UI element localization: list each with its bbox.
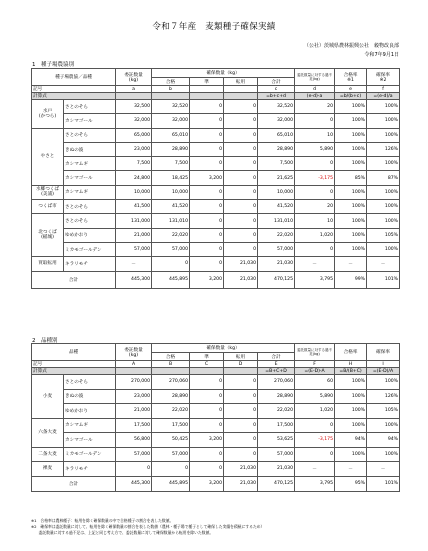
quasi-cell: 0: [190, 200, 224, 214]
plan-cell: 65,000: [116, 128, 152, 142]
transfer-cell: 0: [224, 447, 258, 462]
diff-cell: －: [295, 257, 335, 271]
pass-cell: 7,500: [152, 157, 190, 171]
pass-cell: 65,010: [152, 128, 190, 142]
symbol-cell: E: [258, 361, 295, 368]
quasi-cell: 0: [190, 242, 224, 256]
table-row: [32, 375, 400, 390]
table-row: [32, 404, 400, 419]
plan-cell: 131,000: [116, 214, 152, 228]
securerate-cell: 126%: [367, 389, 400, 404]
header-passrate-label: 合格率: [343, 72, 358, 78]
securerate-cell: 101%: [367, 476, 400, 491]
total-label: 合計: [32, 476, 116, 491]
passrate-cell: 100%: [335, 128, 367, 142]
total-cell: 7,500: [258, 157, 295, 171]
formula-cell: =b/(b+c): [335, 93, 367, 100]
formula-cell: [224, 93, 258, 100]
pass-cell: 18,425: [152, 171, 190, 185]
securerate-cell: －: [367, 462, 400, 477]
kind-cell: 六条大麦: [32, 418, 64, 447]
total-cell: 17,500: [258, 418, 295, 433]
organization: （公社）茨城県農林振興公社 穀物改良部: [303, 43, 399, 49]
header-plan: [116, 69, 152, 86]
formula-label: 計算式: [32, 93, 116, 100]
symbol-cell: C: [190, 361, 224, 368]
table-row: [32, 157, 400, 171]
symbol-cell: I: [367, 361, 400, 368]
passrate-cell: 100%: [335, 142, 367, 156]
section1-heading: 1 種子場農協別: [32, 62, 74, 68]
plan-cell: 17,500: [116, 418, 152, 433]
symbol-label: 記号: [32, 361, 116, 368]
plan-cell: 21,000: [116, 228, 152, 242]
variety-cell: ゆめかおり: [64, 404, 116, 419]
diff-cell: 0: [295, 418, 335, 433]
plan-cell: 32,000: [116, 114, 152, 128]
symbol-cell: a: [116, 86, 152, 93]
formula-cell: =b+c+d: [258, 93, 295, 100]
table-row: [32, 447, 400, 462]
diff-cell: 3,795: [295, 476, 335, 491]
header-securerate: [367, 69, 400, 86]
total-cell: 41,520: [258, 200, 295, 214]
diff-cell: 3,795: [295, 271, 335, 288]
variety-cell: カシマムギ: [64, 418, 116, 433]
header-plan-label: 委託数量: [124, 347, 143, 353]
variety-cell: ミカモゴールデン: [64, 447, 116, 462]
place-cell: 水戸 (かつら): [32, 100, 64, 129]
formula-row: [32, 368, 400, 375]
header-passrate-note: ※1: [347, 77, 354, 83]
total-cell: 270,060: [258, 375, 295, 390]
securerate-cell: 105%: [367, 228, 400, 242]
table-row: [32, 462, 400, 477]
formula-cell: [190, 368, 224, 375]
transfer-cell: 0: [224, 404, 258, 419]
table-row: [32, 114, 400, 128]
plan-cell: 24,800: [116, 171, 152, 185]
plan-cell: 57,000: [116, 447, 152, 462]
formula-cell: =(E-D)/A: [367, 368, 400, 375]
variety-cell: さとのそら: [64, 375, 116, 390]
quasi-cell: 0: [190, 100, 224, 114]
total-row: [32, 271, 400, 288]
quasi-cell: 3,200: [190, 476, 224, 491]
diff-cell: 1,020: [295, 228, 335, 242]
header-plan: [116, 344, 152, 361]
symbol-cell: f: [367, 86, 400, 93]
quasi-cell: 0: [190, 389, 224, 404]
transfer-cell: 0: [224, 228, 258, 242]
pass-cell: 28,890: [152, 142, 190, 156]
header-plan-unit: (kg): [128, 77, 139, 83]
total-label: 合計: [32, 271, 116, 288]
transfer-cell: 0: [224, 185, 258, 199]
pass-cell: 57,000: [152, 447, 190, 462]
table-row: [32, 171, 400, 185]
variety-cell: ゆめかおり: [64, 228, 116, 242]
quasi-cell: 0: [190, 257, 224, 271]
header-passrate: [335, 69, 367, 86]
formula-cell: [116, 93, 152, 100]
header-securerate: 確保率: [367, 344, 400, 361]
kind-cell: 小麦: [32, 375, 64, 419]
transfer-cell: 0: [224, 433, 258, 448]
variety-cell: きぬの波: [64, 389, 116, 404]
securerate-cell: 105%: [367, 404, 400, 419]
footnote: 委託数量に対する過不足は、上記と同じ考え方で、委託数量に対して確保数量から転用を除いた数値。: [31, 530, 214, 535]
plan-cell: 270,000: [116, 375, 152, 390]
table-by-seed-farm: [31, 68, 400, 289]
quasi-cell: 0: [190, 128, 224, 142]
symbol-cell: [224, 86, 258, 93]
passrate-cell: －: [335, 257, 367, 271]
transfer-cell: 0: [224, 418, 258, 433]
table-row: [32, 142, 400, 156]
quasi-cell: 0: [190, 462, 224, 477]
formula-cell: =B/(B+C): [335, 368, 367, 375]
diff-cell: 1,020: [295, 404, 335, 419]
kind-cell: 裸麦: [32, 462, 64, 477]
header-transfer: 転用: [224, 353, 258, 361]
transfer-cell: 21,030: [224, 257, 258, 271]
total-cell: 32,000: [258, 114, 295, 128]
pass-cell: 28,890: [152, 389, 190, 404]
pass-cell: 0: [152, 462, 190, 477]
formula-cell: [190, 93, 224, 100]
total-cell: 22,020: [258, 228, 295, 242]
header-total: 合計: [258, 353, 295, 361]
variety-cell: さとのそら: [64, 214, 116, 228]
table-row: [32, 242, 400, 256]
variety-cell: カシマゴール: [64, 114, 116, 128]
variety-cell: カシマムギ: [64, 157, 116, 171]
variety-cell: キラリモチ: [64, 462, 116, 477]
securerate-cell: －: [367, 257, 400, 271]
securerate-cell: 100%: [367, 418, 400, 433]
quasi-cell: 3,200: [190, 171, 224, 185]
symbol-row: [32, 86, 400, 93]
passrate-cell: 100%: [335, 100, 367, 114]
header-transfer: 転用: [224, 78, 258, 86]
table-row: [32, 228, 400, 242]
diff-cell: 60: [295, 375, 335, 390]
quasi-cell: 3,200: [190, 433, 224, 448]
table-row: [32, 185, 400, 199]
passrate-cell: 100%: [335, 157, 367, 171]
diff-cell: -3,175: [295, 433, 335, 448]
securerate-cell: 100%: [367, 128, 400, 142]
formula-cell: (e-d)-a: [295, 93, 335, 100]
pass-cell: 10,000: [152, 185, 190, 199]
securerate-cell: 100%: [367, 214, 400, 228]
plan-cell: 32,500: [116, 100, 152, 114]
quasi-cell: 0: [190, 157, 224, 171]
total-cell: 22,020: [258, 404, 295, 419]
passrate-cell: 100%: [335, 389, 367, 404]
plan-cell: 7,500: [116, 157, 152, 171]
diff-cell: 0: [295, 114, 335, 128]
total-cell: 21,625: [258, 171, 295, 185]
place-cell: 水郷つくば (美浦): [32, 185, 64, 199]
passrate-cell: 94%: [335, 433, 367, 448]
header-passrate: 合格率: [335, 344, 367, 361]
symbol-cell: b: [152, 86, 190, 93]
securerate-cell: 87%: [367, 171, 400, 185]
securerate-cell: 100%: [367, 375, 400, 390]
plan-cell: 445,300: [116, 476, 152, 491]
symbol-row: [32, 361, 400, 368]
passrate-cell: 100%: [335, 242, 367, 256]
header-secured: 確保数量（kg）: [152, 344, 295, 353]
kind-cell: 二条大麦: [32, 447, 64, 462]
symbol-cell: A: [116, 361, 152, 368]
quasi-cell: 3,200: [190, 271, 224, 288]
diff-cell: 0: [295, 447, 335, 462]
pass-cell: 0: [152, 257, 190, 271]
pass-cell: 270,060: [152, 375, 190, 390]
passrate-cell: 100%: [335, 200, 367, 214]
total-cell: 21,030: [258, 257, 295, 271]
total-cell: 10,000: [258, 185, 295, 199]
securerate-cell: 126%: [367, 142, 400, 156]
total-row: [32, 476, 400, 491]
quasi-cell: 0: [190, 114, 224, 128]
transfer-cell: 0: [224, 157, 258, 171]
pass-cell: 445,895: [152, 271, 190, 288]
place-cell: やさと: [32, 128, 64, 185]
pass-cell: 131,010: [152, 214, 190, 228]
plan-cell: 10,000: [116, 185, 152, 199]
securerate-cell: 100%: [367, 185, 400, 199]
plan-cell: 56,800: [116, 433, 152, 448]
formula-cell: [152, 368, 190, 375]
variety-cell: さとのそら: [64, 100, 116, 114]
pass-cell: 41,520: [152, 200, 190, 214]
total-cell: 28,890: [258, 389, 295, 404]
header-diff: 委託数量に対する過不足(kg): [295, 344, 335, 361]
plan-cell: 57,000: [116, 242, 152, 256]
pass-cell: 445,895: [152, 476, 190, 491]
symbol-cell: c: [258, 86, 295, 93]
header-place-variety: 種子場農協／品種: [32, 69, 116, 86]
header-total: 合計: [258, 78, 295, 86]
formula-cell: [152, 93, 190, 100]
securerate-cell: 100%: [367, 447, 400, 462]
variety-cell: カシマゴール: [64, 433, 116, 448]
diff-cell: 10: [295, 214, 335, 228]
pass-cell: 22,020: [152, 228, 190, 242]
table-row: [32, 100, 400, 114]
transfer-cell: 0: [224, 389, 258, 404]
symbol-cell: H: [335, 361, 367, 368]
header-plan-label: 委託数量: [124, 72, 143, 78]
diff-cell: 5,890: [295, 142, 335, 156]
variety-cell: きぬの波: [64, 142, 116, 156]
quasi-cell: 0: [190, 418, 224, 433]
header-diff: 委託数量に対する過不足(kg): [295, 69, 335, 86]
header-quasi: 準: [190, 78, 224, 86]
securerate-cell: 94%: [367, 433, 400, 448]
total-cell: 65,010: [258, 128, 295, 142]
total-cell: 53,625: [258, 433, 295, 448]
header-quasi: 準: [190, 353, 224, 361]
header-secured: 確保数量（kg）: [152, 69, 295, 78]
passrate-cell: 100%: [335, 418, 367, 433]
diff-cell: 0: [295, 242, 335, 256]
total-cell: 57,000: [258, 447, 295, 462]
securerate-cell: 100%: [367, 242, 400, 256]
passrate-cell: 100%: [335, 114, 367, 128]
passrate-cell: 100%: [335, 447, 367, 462]
passrate-cell: 100%: [335, 404, 367, 419]
total-cell: 32,520: [258, 100, 295, 114]
plan-cell: 445,300: [116, 271, 152, 288]
total-cell: 470,125: [258, 271, 295, 288]
variety-cell: カシマムギ: [64, 185, 116, 199]
place-cell: 北つくば (稲城): [32, 214, 64, 257]
symbol-cell: e: [335, 86, 367, 93]
table-row: [32, 433, 400, 448]
passrate-cell: 100%: [335, 185, 367, 199]
formula-cell: =(E-D)-A: [295, 368, 335, 375]
place-cell: 買取転用: [32, 257, 64, 271]
symbol-cell: D: [224, 361, 258, 368]
header-securerate-label: 確保率: [376, 72, 390, 78]
total-cell: 57,000: [258, 242, 295, 256]
diff-cell: 20: [295, 100, 335, 114]
table-row: [32, 257, 400, 271]
securerate-cell: 100%: [367, 100, 400, 114]
quasi-cell: 0: [190, 228, 224, 242]
transfer-cell: 0: [224, 200, 258, 214]
passrate-cell: 100%: [335, 228, 367, 242]
header-securerate-note: ※2: [379, 77, 387, 83]
formula-row: [32, 93, 400, 100]
quasi-cell: 0: [190, 142, 224, 156]
formula-cell: [116, 368, 152, 375]
transfer-cell: 0: [224, 214, 258, 228]
diff-cell: 0: [295, 185, 335, 199]
pass-cell: 57,000: [152, 242, 190, 256]
plan-cell: －: [116, 257, 152, 271]
table-row: [32, 418, 400, 433]
passrate-cell: －: [335, 462, 367, 477]
total-cell: 131,010: [258, 214, 295, 228]
plan-cell: 23,000: [116, 389, 152, 404]
quasi-cell: 0: [190, 214, 224, 228]
table-row: [32, 128, 400, 142]
formula-cell: =B+C+D: [258, 368, 295, 375]
footnotes: [31, 518, 401, 536]
formula-cell: =(e-d)/a: [367, 93, 400, 100]
passrate-cell: 100%: [335, 214, 367, 228]
total-cell: 470,125: [258, 476, 295, 491]
footnote: ※1 合格率は農林種子：転用を除く確保数量の中で合格種子の割合を表した数値。: [31, 518, 174, 523]
transfer-cell: 21,030: [224, 462, 258, 477]
section2-heading: 2 品種別: [32, 338, 58, 344]
plan-cell: 0: [116, 462, 152, 477]
variety-cell: カシマゴール: [64, 171, 116, 185]
formula-label: 計算式: [32, 368, 116, 375]
passrate-cell: 95%: [335, 476, 367, 491]
diff-cell: 20: [295, 200, 335, 214]
table-row: [32, 389, 400, 404]
transfer-cell: 21,030: [224, 476, 258, 491]
transfer-cell: 21,030: [224, 271, 258, 288]
pass-cell: 22,020: [152, 404, 190, 419]
total-cell: 21,030: [258, 462, 295, 477]
securerate-cell: 100%: [367, 200, 400, 214]
header-pass: 合格: [152, 353, 190, 361]
passrate-cell: 85%: [335, 171, 367, 185]
formula-cell: [224, 368, 258, 375]
variety-cell: ミカモゴールデン: [64, 242, 116, 256]
quasi-cell: 0: [190, 185, 224, 199]
header-variety: 品種: [32, 344, 116, 361]
table-by-variety: [31, 343, 400, 492]
symbol-label: 記号: [32, 86, 116, 93]
transfer-cell: 0: [224, 100, 258, 114]
variety-cell: さとのそら: [64, 128, 116, 142]
transfer-cell: 0: [224, 114, 258, 128]
symbol-cell: [190, 86, 224, 93]
passrate-cell: 100%: [335, 375, 367, 390]
symbol-cell: d: [295, 86, 335, 93]
page-title: 令和７年産 麦類種子確保実績: [152, 22, 276, 32]
transfer-cell: 0: [224, 171, 258, 185]
symbol-cell: B: [152, 361, 190, 368]
pass-cell: 32,520: [152, 100, 190, 114]
securerate-cell: 100%: [367, 114, 400, 128]
variety-cell: キラリモチ: [64, 257, 116, 271]
securerate-cell: 100%: [367, 157, 400, 171]
transfer-cell: 0: [224, 128, 258, 142]
table-row: [32, 214, 400, 228]
header-pass: 合格: [152, 78, 190, 86]
diff-cell: 0: [295, 157, 335, 171]
transfer-cell: 0: [224, 142, 258, 156]
plan-cell: 21,000: [116, 404, 152, 419]
quasi-cell: 0: [190, 404, 224, 419]
footnote: ※2 確保率は委託数量に対して、転用を除く確保数量の割合を表した数値（農林・種子場で種子として確保した実績を積極にするため）: [31, 524, 265, 529]
header-plan-unit: (kg): [128, 352, 139, 358]
quasi-cell: 0: [190, 375, 224, 390]
place-cell: つくば市: [32, 200, 64, 214]
transfer-cell: 0: [224, 375, 258, 390]
report-date: 令和7年9月1日: [364, 52, 399, 58]
passrate-cell: 99%: [335, 271, 367, 288]
diff-cell: -3,175: [295, 171, 335, 185]
symbol-cell: F: [295, 361, 335, 368]
variety-cell: さとのそら: [64, 200, 116, 214]
securerate-cell: 101%: [367, 271, 400, 288]
quasi-cell: 0: [190, 447, 224, 462]
diff-cell: 5,890: [295, 389, 335, 404]
pass-cell: 32,000: [152, 114, 190, 128]
plan-cell: 23,000: [116, 142, 152, 156]
diff-cell: －: [295, 462, 335, 477]
transfer-cell: 0: [224, 242, 258, 256]
plan-cell: 41,500: [116, 200, 152, 214]
table-row: [32, 200, 400, 214]
pass-cell: 17,500: [152, 418, 190, 433]
pass-cell: 50,425: [152, 433, 190, 448]
diff-cell: 10: [295, 128, 335, 142]
total-cell: 28,890: [258, 142, 295, 156]
